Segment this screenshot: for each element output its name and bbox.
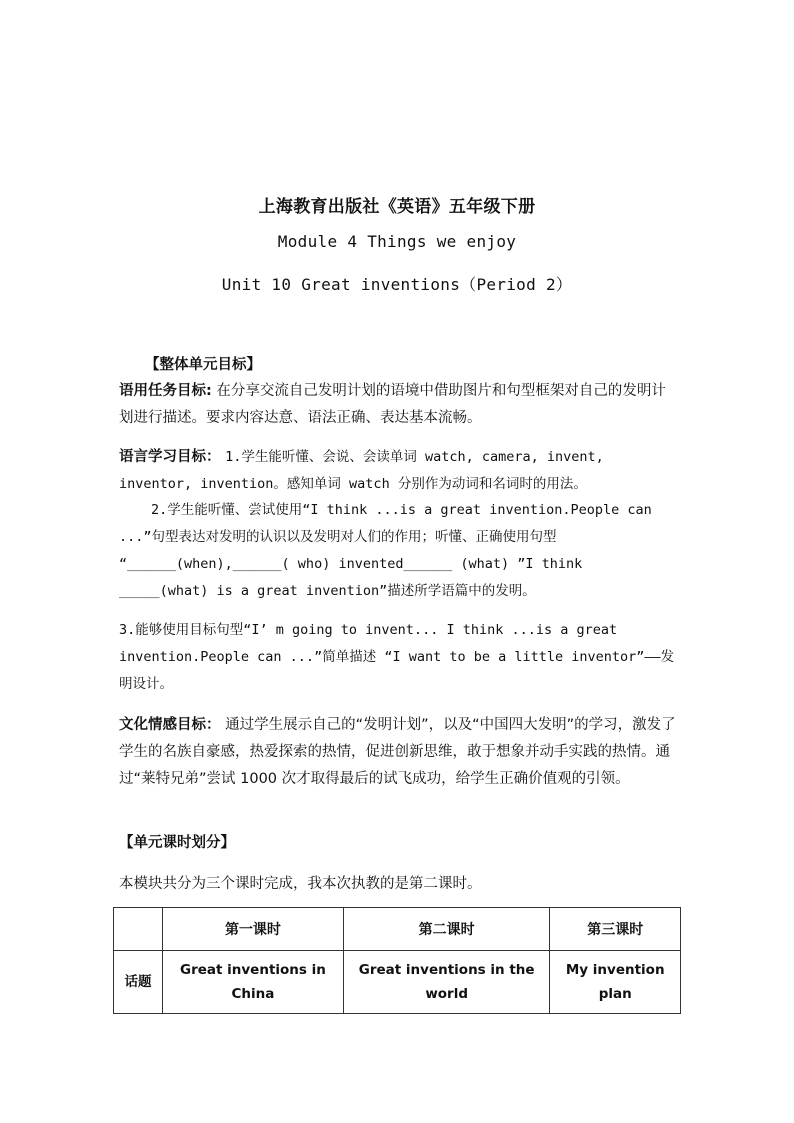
column-header-period-2: 第二课时 bbox=[343, 908, 550, 951]
language-goal-paragraph bbox=[119, 444, 679, 498]
language-goal-point-1: 1.学生能听懂、会说、会读单词 watch, camera, invent, inventor, invention。感知单词 watch 分别作为动词和名词时的用法。 bbox=[119, 449, 604, 492]
task-goal-text: 在分享交流自己发明计划的语境中借助图片和句型框架对自己的发明计划进行描述。要求内容达意、语法正确、表达基本流畅。 bbox=[119, 383, 666, 426]
periods-intro: 本模块共分为三个课时完成，我本次执教的是第二课时。 bbox=[119, 876, 482, 892]
publisher-title: 上海教育出版社《英语》五年级下册 bbox=[258, 197, 536, 217]
table-header-row bbox=[114, 908, 681, 951]
row-label-topic: 话题 bbox=[114, 951, 163, 1014]
periods-heading: 【单元课时划分】 bbox=[119, 835, 235, 851]
task-goal-label: 语用任务目标: bbox=[119, 383, 212, 399]
table-row-topic bbox=[114, 951, 681, 1014]
table-corner-cell bbox=[114, 908, 163, 951]
topic-cell-period-2: Great inventions in the world bbox=[343, 951, 550, 1014]
column-header-period-1: 第一课时 bbox=[163, 908, 344, 951]
culture-goal-paragraph bbox=[119, 712, 679, 793]
language-goal-point-2: 2.学生能听懂、尝试使用“I think ...is a great invention.People can ...”句型表达对发明的认识以及发明对人们的作用；听懂、正确使用句型 “______(when),______( who) invented______ (what) ”I think _____(what) is a great invention”描述所学语篇中的发明。 bbox=[119, 502, 652, 599]
column-header-period-3: 第三课时 bbox=[550, 908, 681, 951]
language-goal-point-3: 3.能够使用目标句型“I’ m going to invent... I think ...is a great invention.People can ...”简单描述 “I want to be a little inventor”——发明设计。 bbox=[119, 622, 675, 692]
topic-cell-period-1: Great inventions in China bbox=[163, 951, 344, 1014]
module-title: Module 4 Things we enjoy bbox=[277, 232, 517, 251]
unit-title: Unit 10 Great inventions（Period 2） bbox=[221, 275, 573, 294]
overall-goals-heading: 【整体单元目标】 bbox=[145, 357, 261, 373]
topic-cell-period-3: My invention plan bbox=[550, 951, 681, 1014]
language-goal-label: 语言学习目标： bbox=[119, 449, 221, 465]
culture-goal-text: 通过学生展示自己的“发明计划”，以及“中国四大发明”的学习，激发了学生的名族自豪感，热爱探索的热情，促进创新思维，敢于想象并动手实践的热情。通过“莱特兄弟”尝试 1000 次才取得最后的试飞成功，给学生正确价值观的引领。 bbox=[119, 717, 676, 787]
task-goal-paragraph bbox=[119, 378, 679, 432]
culture-goal-label: 文化情感目标： bbox=[119, 717, 221, 733]
period-table bbox=[113, 907, 681, 1014]
